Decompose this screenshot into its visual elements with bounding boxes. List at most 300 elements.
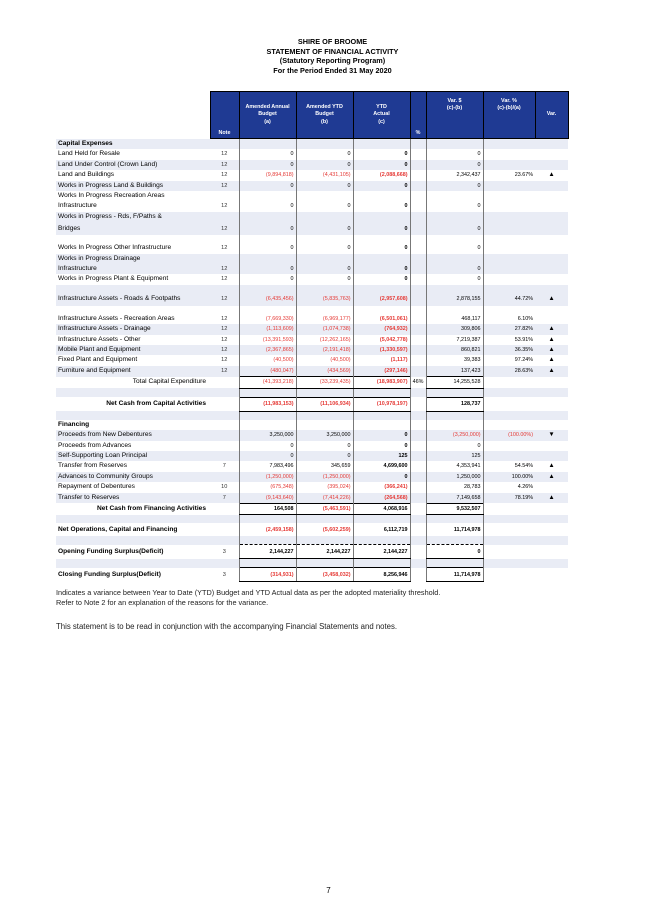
- table-row: [56, 430, 568, 440]
- row-variance-amount: 0: [426, 243, 483, 253]
- row-percent: [410, 314, 426, 324]
- row-amended-annual-budget: (13,391,593): [239, 335, 296, 345]
- statement-period: For the Period Ended 31 May 2020: [273, 65, 392, 75]
- row-amended-annual-budget: (314,931): [239, 568, 296, 582]
- row-label: Infrastructure Assets - Recreation Areas: [56, 314, 210, 324]
- row-variance-amount: [426, 420, 483, 430]
- row-variance-amount: 2,878,155: [426, 293, 483, 306]
- row-variance-percent: 100.00%: [483, 472, 535, 482]
- row-percent: [410, 515, 426, 524]
- header-c-line3: (c): [378, 118, 385, 125]
- row-percent: [410, 335, 426, 345]
- statement-subtitle: (Statutory Reporting Program): [279, 56, 386, 66]
- row-variance-flag: [535, 515, 568, 524]
- row-variance-flag: [535, 285, 568, 293]
- row-variance-percent: [483, 306, 535, 314]
- row-ytd-actual: (2,957,608): [353, 293, 410, 306]
- row-amended-annual-budget: (480,047): [239, 366, 296, 377]
- row-amended-ytd-budget: [296, 411, 353, 420]
- table-row: [56, 568, 568, 582]
- row-percent: [410, 201, 426, 211]
- row-label: Total Capital Expenditure: [56, 377, 210, 388]
- table-spacer-row: [56, 536, 568, 545]
- table-row: [56, 345, 568, 355]
- row-variance-amount: 0: [426, 222, 483, 235]
- row-label: [56, 235, 210, 243]
- footnote-conjunction: This statement is to be read in conjunction with the accompanying Financial Statements and notes.: [56, 622, 398, 631]
- row-variance-flag: [535, 377, 568, 388]
- row-variance-percent: [483, 388, 535, 397]
- row-amended-ytd-budget: [296, 139, 353, 150]
- row-label: Land Held for Resale: [56, 149, 210, 159]
- row-ytd-actual: (366,241): [353, 482, 410, 492]
- row-variance-flag: [535, 420, 568, 430]
- row-ytd-actual: 0: [353, 201, 410, 211]
- row-variance-amount: [426, 191, 483, 201]
- row-variance-percent: [483, 181, 535, 191]
- row-variance-flag: [535, 243, 568, 253]
- row-note: [210, 397, 239, 411]
- row-percent: [410, 345, 426, 355]
- row-percent: [410, 568, 426, 582]
- row-variance-percent: [483, 451, 535, 461]
- row-amended-ytd-budget: [296, 235, 353, 243]
- row-amended-ytd-budget: [296, 388, 353, 397]
- table-row: [56, 254, 568, 264]
- row-variance-percent: [483, 149, 535, 159]
- row-label: Proceeds from Advances: [56, 441, 210, 451]
- row-ytd-actual: [353, 420, 410, 430]
- row-ytd-actual: 0: [353, 274, 410, 284]
- row-amended-ytd-budget: (395,024): [296, 482, 353, 492]
- row-amended-annual-budget: [239, 306, 296, 314]
- row-percent: [410, 324, 426, 334]
- row-variance-percent: [483, 274, 535, 284]
- row-amended-ytd-budget: [296, 420, 353, 430]
- row-label: Infrastructure: [56, 264, 210, 274]
- row-variance-percent: [483, 523, 535, 536]
- row-variance-amount: [426, 212, 483, 222]
- row-variance-amount: [426, 254, 483, 264]
- row-label: [56, 559, 210, 568]
- row-label: Works In Progress Recreation Areas: [56, 191, 210, 201]
- table-header-row: [56, 92, 568, 139]
- row-note: 12: [210, 324, 239, 334]
- header-b-line2: Budget: [315, 111, 334, 118]
- row-percent: [410, 170, 426, 180]
- row-amended-annual-budget: (1,250,000): [239, 472, 296, 482]
- table-row: [56, 170, 568, 180]
- row-ytd-actual: [353, 139, 410, 150]
- row-variance-flag: [535, 523, 568, 536]
- row-amended-ytd-budget: (40,500): [296, 355, 353, 365]
- row-variance-amount: 468,117: [426, 314, 483, 324]
- row-amended-annual-budget: 3,250,000: [239, 430, 296, 440]
- table-row: [56, 324, 568, 334]
- row-variance-flag: [535, 411, 568, 420]
- row-variance-flag: [535, 441, 568, 451]
- row-percent: [410, 264, 426, 274]
- row-variance-amount: 11,714,978: [426, 568, 483, 582]
- table-row: [56, 149, 568, 159]
- row-variance-amount: 28,783: [426, 482, 483, 492]
- table-row: [56, 139, 568, 150]
- row-amended-ytd-budget: [296, 515, 353, 524]
- row-variance-flag: [535, 503, 568, 514]
- row-variance-amount: [426, 559, 483, 568]
- row-note: [210, 306, 239, 314]
- row-ytd-actual: [353, 306, 410, 314]
- row-note: 7: [210, 493, 239, 504]
- row-label: Net Cash from Financing Activities: [56, 503, 210, 514]
- variance-up-arrow-icon: ▲: [535, 366, 568, 377]
- row-variance-percent: [483, 254, 535, 264]
- row-variance-amount: [426, 306, 483, 314]
- row-amended-ytd-budget: (1,250,000): [296, 472, 353, 482]
- row-variance-percent: [483, 264, 535, 274]
- row-note: [210, 441, 239, 451]
- header-percent: %: [410, 92, 426, 139]
- table-row: [56, 335, 568, 345]
- row-variance-amount: [426, 536, 483, 545]
- row-note: [210, 377, 239, 388]
- row-label: Capital Expenses: [56, 139, 210, 150]
- row-variance-amount: (3,250,000): [426, 430, 483, 440]
- variance-up-arrow-icon: ▲: [535, 335, 568, 345]
- header-label-blank: [56, 92, 210, 139]
- row-label: Opening Funding Surplus(Deficit): [56, 545, 210, 559]
- row-amended-annual-budget: [239, 285, 296, 293]
- table-row: [56, 377, 568, 388]
- row-ytd-actual: 0: [353, 472, 410, 482]
- row-note: [210, 388, 239, 397]
- row-ytd-actual: 125: [353, 451, 410, 461]
- row-ytd-actual: 0: [353, 243, 410, 253]
- row-percent: [410, 441, 426, 451]
- row-variance-percent: [483, 545, 535, 559]
- table-row: [56, 314, 568, 324]
- row-note: 7: [210, 461, 239, 471]
- row-amended-ytd-budget: (3,458,032): [296, 568, 353, 582]
- row-note: [210, 191, 239, 201]
- row-label: Furniture and Equipment: [56, 366, 210, 377]
- row-amended-ytd-budget: 2,144,227: [296, 545, 353, 559]
- row-variance-percent: 97.24%: [483, 355, 535, 365]
- header-a-line1: Amended Annual: [245, 103, 290, 110]
- table-row: [56, 274, 568, 284]
- row-label: Infrastructure Assets - Roads & Footpaths: [56, 293, 210, 306]
- row-amended-annual-budget: 0: [239, 441, 296, 451]
- row-variance-flag: [535, 451, 568, 461]
- row-variance-amount: 860,821: [426, 345, 483, 355]
- row-variance-percent: 27.82%: [483, 324, 535, 334]
- row-variance-amount: 128,737: [426, 397, 483, 411]
- row-note: 12: [210, 243, 239, 253]
- table-row: [56, 181, 568, 191]
- variance-up-arrow-icon: ▲: [535, 461, 568, 471]
- row-variance-amount: 7,219,387: [426, 335, 483, 345]
- row-percent: [410, 366, 426, 377]
- row-amended-ytd-budget: 0: [296, 222, 353, 235]
- row-amended-annual-budget: 0: [239, 451, 296, 461]
- row-variance-amount: 0: [426, 545, 483, 559]
- row-variance-percent: 78.19%: [483, 493, 535, 504]
- header-amended-annual-budget: [239, 92, 296, 139]
- row-amended-ytd-budget: 0: [296, 274, 353, 284]
- header-var-line2: (c)-(b): [446, 105, 463, 112]
- row-variance-percent: 28.63%: [483, 366, 535, 377]
- row-label: [56, 388, 210, 397]
- row-variance-amount: 0: [426, 274, 483, 284]
- table-row: [56, 420, 568, 430]
- row-note: [210, 254, 239, 264]
- row-variance-amount: [426, 388, 483, 397]
- row-amended-annual-budget: [239, 254, 296, 264]
- row-variance-flag: [535, 235, 568, 243]
- row-note: 12: [210, 222, 239, 235]
- row-variance-amount: [426, 139, 483, 150]
- row-ytd-actual: 6,112,719: [353, 523, 410, 536]
- row-note: 12: [210, 355, 239, 365]
- table-spacer-row: [56, 559, 568, 568]
- table-row: [56, 191, 568, 201]
- row-variance-percent: [483, 441, 535, 451]
- row-variance-amount: [426, 285, 483, 293]
- row-amended-annual-budget: 0: [239, 274, 296, 284]
- row-variance-amount: 137,423: [426, 366, 483, 377]
- row-ytd-actual: (5,042,778): [353, 335, 410, 345]
- row-percent: [410, 388, 426, 397]
- row-amended-ytd-budget: (33,239,435): [296, 377, 353, 388]
- row-percent: [410, 306, 426, 314]
- row-amended-annual-budget: 0: [239, 181, 296, 191]
- row-ytd-actual: (297,146): [353, 366, 410, 377]
- row-variance-flag: [535, 264, 568, 274]
- row-variance-percent: [483, 285, 535, 293]
- row-amended-ytd-budget: 0: [296, 149, 353, 159]
- row-amended-annual-budget: (6,435,456): [239, 293, 296, 306]
- row-percent: [410, 493, 426, 504]
- row-label: Transfer from Reserves: [56, 461, 210, 471]
- row-amended-annual-budget: 0: [239, 160, 296, 170]
- row-percent: [410, 293, 426, 306]
- row-variance-flag: [535, 254, 568, 264]
- row-variance-flag: [535, 536, 568, 545]
- row-ytd-actual: 0: [353, 160, 410, 170]
- statement-title-block: [0, 37, 653, 75]
- row-note: 10: [210, 482, 239, 492]
- row-variance-amount: [426, 515, 483, 524]
- table-spacer-row: [56, 411, 568, 420]
- row-ytd-actual: 0: [353, 264, 410, 274]
- row-amended-ytd-budget: (5,602,259): [296, 523, 353, 536]
- row-variance-flag: [535, 559, 568, 568]
- row-note: [210, 503, 239, 514]
- row-note: 12: [210, 264, 239, 274]
- header-a-line3: (a): [264, 118, 271, 125]
- table-row: [56, 482, 568, 492]
- table-spacer-row: [56, 306, 568, 314]
- row-amended-ytd-budget: (11,106,934): [296, 397, 353, 411]
- row-ytd-actual: [353, 235, 410, 243]
- row-label: Works in Progress Plant & Equipment: [56, 274, 210, 284]
- table-row: [56, 201, 568, 211]
- row-amended-annual-budget: [239, 411, 296, 420]
- row-variance-flag: [535, 222, 568, 235]
- row-amended-ytd-budget: (1,074,738): [296, 324, 353, 334]
- row-note: [210, 559, 239, 568]
- row-amended-ytd-budget: (434,569): [296, 366, 353, 377]
- row-label: Repayment of Debentures: [56, 482, 210, 492]
- table-row: [56, 264, 568, 274]
- row-variance-percent: [483, 160, 535, 170]
- header-c-line1: YTD: [376, 103, 387, 110]
- row-note: 12: [210, 160, 239, 170]
- row-label: [56, 306, 210, 314]
- row-amended-annual-budget: [239, 559, 296, 568]
- row-variance-percent: [483, 411, 535, 420]
- row-variance-percent: 4.26%: [483, 482, 535, 492]
- row-amended-ytd-budget: 0: [296, 243, 353, 253]
- row-ytd-actual: [353, 515, 410, 524]
- row-amended-annual-budget: (40,500): [239, 355, 296, 365]
- row-label: [56, 411, 210, 420]
- row-label: Works In Progress Other Infrastructure: [56, 243, 210, 253]
- row-ytd-actual: [353, 212, 410, 222]
- row-amended-ytd-budget: [296, 559, 353, 568]
- row-label: Infrastructure Assets - Drainage: [56, 324, 210, 334]
- row-variance-amount: 0: [426, 441, 483, 451]
- variance-up-arrow-icon: ▲: [535, 355, 568, 365]
- row-ytd-actual: (2,088,668): [353, 170, 410, 180]
- row-variance-percent: 36.35%: [483, 345, 535, 355]
- row-percent: [410, 536, 426, 545]
- row-percent: [410, 451, 426, 461]
- row-amended-annual-budget: (9,143,640): [239, 493, 296, 504]
- row-variance-percent: [483, 397, 535, 411]
- row-amended-annual-budget: [239, 420, 296, 430]
- financial-activity-table: [56, 91, 569, 582]
- variance-down-arrow-icon: ▼: [535, 430, 568, 440]
- row-ytd-actual: [353, 536, 410, 545]
- table-row: [56, 441, 568, 451]
- statement-title: STATEMENT OF FINANCIAL ACTIVITY: [266, 46, 399, 56]
- row-note: 12: [210, 181, 239, 191]
- row-amended-ytd-budget: [296, 212, 353, 222]
- header-varpct-line1: Var. %: [501, 98, 517, 104]
- row-amended-ytd-budget: 0: [296, 201, 353, 211]
- row-amended-ytd-budget: (6,969,177): [296, 314, 353, 324]
- row-note: 12: [210, 293, 239, 306]
- row-ytd-actual: (6,501,061): [353, 314, 410, 324]
- row-label: [56, 285, 210, 293]
- header-variance-percent: [483, 92, 535, 139]
- row-amended-annual-budget: [239, 139, 296, 150]
- row-ytd-actual: (264,568): [353, 493, 410, 504]
- row-ytd-actual: 8,256,946: [353, 568, 410, 582]
- row-variance-flag: [535, 545, 568, 559]
- row-amended-ytd-budget: [296, 306, 353, 314]
- row-label: Infrastructure: [56, 201, 210, 211]
- row-note: [210, 523, 239, 536]
- row-variance-percent: [483, 377, 535, 388]
- row-percent: [410, 559, 426, 568]
- row-ytd-actual: (764,932): [353, 324, 410, 334]
- table-row: [56, 461, 568, 471]
- table-spacer-row: [56, 285, 568, 293]
- table-row: [56, 212, 568, 222]
- row-label: Net Operations, Capital and Financing: [56, 523, 210, 536]
- row-note: [210, 139, 239, 150]
- row-variance-percent: [483, 536, 535, 545]
- table-row: [56, 366, 568, 377]
- row-ytd-actual: [353, 411, 410, 420]
- row-percent: [410, 411, 426, 420]
- row-variance-amount: 0: [426, 149, 483, 159]
- page-number: [0, 886, 653, 895]
- row-variance-percent: [483, 503, 535, 514]
- header-amended-ytd-budget: [296, 92, 353, 139]
- row-variance-percent: [483, 222, 535, 235]
- row-amended-ytd-budget: [296, 536, 353, 545]
- row-amended-annual-budget: [239, 536, 296, 545]
- table-row: [56, 545, 568, 559]
- row-amended-annual-budget: [239, 212, 296, 222]
- row-percent: [410, 160, 426, 170]
- row-ytd-actual: 4,699,600: [353, 461, 410, 471]
- row-note: 12: [210, 149, 239, 159]
- row-label: [56, 536, 210, 545]
- row-label: Transfer to Reserves: [56, 493, 210, 504]
- row-amended-ytd-budget: [296, 191, 353, 201]
- row-amended-annual-budget: [239, 235, 296, 243]
- variance-up-arrow-icon: ▲: [535, 293, 568, 306]
- table-row: [56, 451, 568, 461]
- row-variance-flag: [535, 482, 568, 492]
- row-ytd-actual: (10,978,197): [353, 397, 410, 411]
- table-row: [56, 243, 568, 253]
- row-variance-percent: 54.54%: [483, 461, 535, 471]
- row-percent: [410, 523, 426, 536]
- row-note: [210, 235, 239, 243]
- footnote-materiality: Indicates a variance between Year to Date (YTD) Budget and YTD Actual data as per the adopted materiality threshold.: [56, 588, 441, 597]
- row-amended-annual-budget: 0: [239, 149, 296, 159]
- row-label: Infrastructure Assets - Other: [56, 335, 210, 345]
- row-percent: [410, 274, 426, 284]
- row-variance-percent: 23.67%: [483, 170, 535, 180]
- row-label: Works in Progress Land & Buildings: [56, 181, 210, 191]
- table-row: [56, 472, 568, 482]
- row-ytd-actual: [353, 254, 410, 264]
- table-row: [56, 355, 568, 365]
- row-percent: [410, 222, 426, 235]
- row-variance-flag: [535, 212, 568, 222]
- row-ytd-actual: [353, 191, 410, 201]
- variance-up-arrow-icon: ▲: [535, 324, 568, 334]
- row-ytd-actual: (1,330,597): [353, 345, 410, 355]
- row-label: Works in Progress Drainage: [56, 254, 210, 264]
- row-variance-flag: [535, 388, 568, 397]
- row-variance-amount: 309,806: [426, 324, 483, 334]
- row-amended-ytd-budget: 0: [296, 160, 353, 170]
- table-row: [56, 222, 568, 235]
- row-percent: [410, 243, 426, 253]
- row-note: [210, 430, 239, 440]
- header-variance-amount: [426, 92, 483, 139]
- row-amended-annual-budget: (11,983,153): [239, 397, 296, 411]
- row-variance-percent: [483, 568, 535, 582]
- row-amended-annual-budget: (7,669,330): [239, 314, 296, 324]
